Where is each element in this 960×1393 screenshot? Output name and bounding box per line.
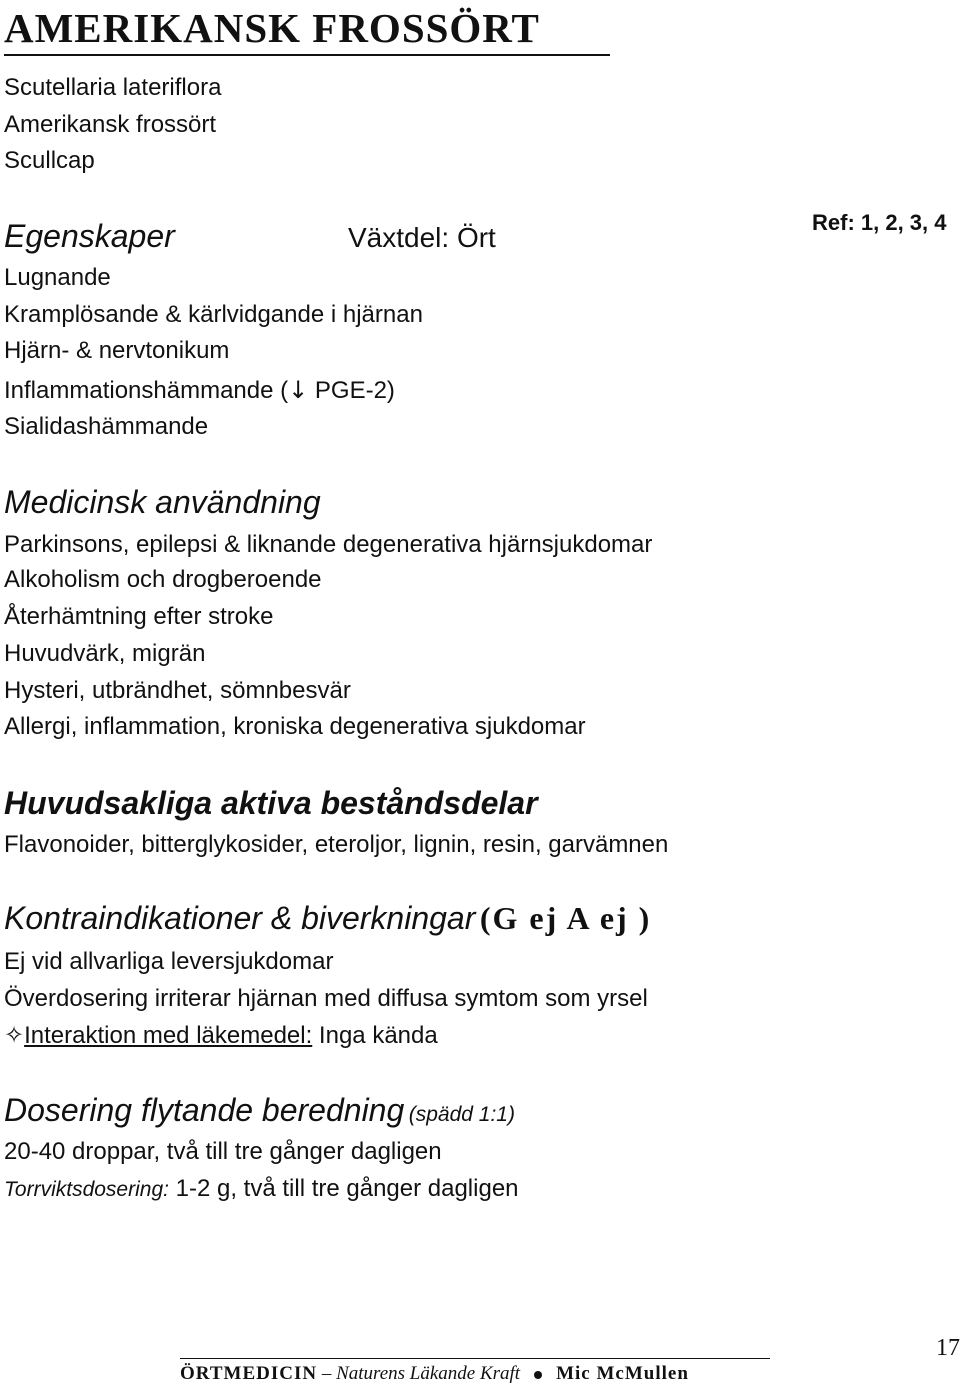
plant-part: Växtdel: Ört	[348, 222, 496, 253]
property-item: Sialidashämmande	[4, 413, 209, 440]
interaction-label: Interaktion med läkemedel:	[24, 1022, 313, 1049]
constituents-text: Flavonoider, bitterglykosider, eteroljor, lignin, resin, garvämnen	[4, 831, 669, 858]
page-number: 17	[936, 1335, 960, 1361]
page-title: AMERIKANSK FROSSÖRT	[4, 4, 610, 56]
properties-heading: Egenskaper	[4, 218, 175, 254]
dosage-heading-row	[4, 1092, 515, 1129]
pregnancy-lactation-note: (G ej A ej )	[479, 900, 652, 936]
property-item	[4, 372, 395, 409]
constituents-heading: Huvudsakliga aktiva beståndsdelar	[4, 785, 538, 821]
medical-item: Återhämtning efter stroke	[4, 603, 274, 630]
property-item: Hjärn- & nervtonikum	[4, 337, 230, 364]
dosage-note: (spädd 1:1)	[408, 1103, 515, 1126]
down-arrow-icon: ↓	[288, 376, 309, 404]
medical-item: Alkoholism och drogberoende	[4, 566, 322, 593]
footer-tagline: Naturens Läkande Kraft	[336, 1363, 521, 1384]
medical-item: Hysteri, utbrändhet, sömnbesvär	[4, 677, 351, 704]
latin-name: Scutellaria lateriflora	[4, 74, 222, 101]
contra-item: Ej vid allvarliga leversjukdomar	[4, 948, 334, 975]
property-item: Lugnande	[4, 264, 111, 291]
medical-item: Huvudvärk, migrän	[4, 640, 206, 667]
interaction-value: Inga kända	[312, 1022, 438, 1049]
property-item-text: Inflammationshämmande (	[4, 377, 289, 404]
dry-dosage-value: 1-2 g, två till tre gånger dagligen	[168, 1175, 519, 1202]
dry-dosage-label: Torrviktsdosering:	[4, 1178, 169, 1201]
reference: Ref: 1, 2, 3, 4	[812, 210, 947, 235]
footer	[180, 1358, 770, 1385]
contra-item: Överdosering irriterar hjärnan med diffusa symtom som yrsel	[4, 985, 648, 1012]
dry-dosage-row	[4, 1171, 519, 1208]
property-item-text: PGE-2)	[314, 377, 395, 404]
bullet-icon	[534, 1371, 542, 1379]
property-item: Kramplösande & kärlvidgande i hjärnan	[4, 301, 423, 328]
medical-item: Allergi, inflammation, kroniska degenerativa sjukdomar	[4, 713, 586, 740]
medical-item: Parkinsons, epilepsi & liknande degenerativa hjärnsjukdomar	[4, 531, 653, 558]
contra-heading-row	[4, 900, 651, 937]
english-name: Scullcap	[4, 147, 95, 174]
footer-brand: ÖRTMEDICIN	[180, 1363, 318, 1384]
footer-author: Mic McMullen	[556, 1363, 689, 1384]
dosage-heading: Dosering flytande beredning	[4, 1092, 405, 1128]
star-icon: ✧	[4, 1021, 25, 1049]
medical-heading: Medicinsk användning	[4, 484, 321, 520]
liquid-dosage: 20-40 droppar, två till tre gånger dagligen	[4, 1138, 442, 1165]
contra-heading: Kontraindikationer & biverkningar	[4, 900, 476, 936]
interaction-row	[4, 1017, 438, 1054]
swedish-name: Amerikansk frossört	[4, 111, 217, 138]
footer-dash: –	[317, 1363, 337, 1384]
